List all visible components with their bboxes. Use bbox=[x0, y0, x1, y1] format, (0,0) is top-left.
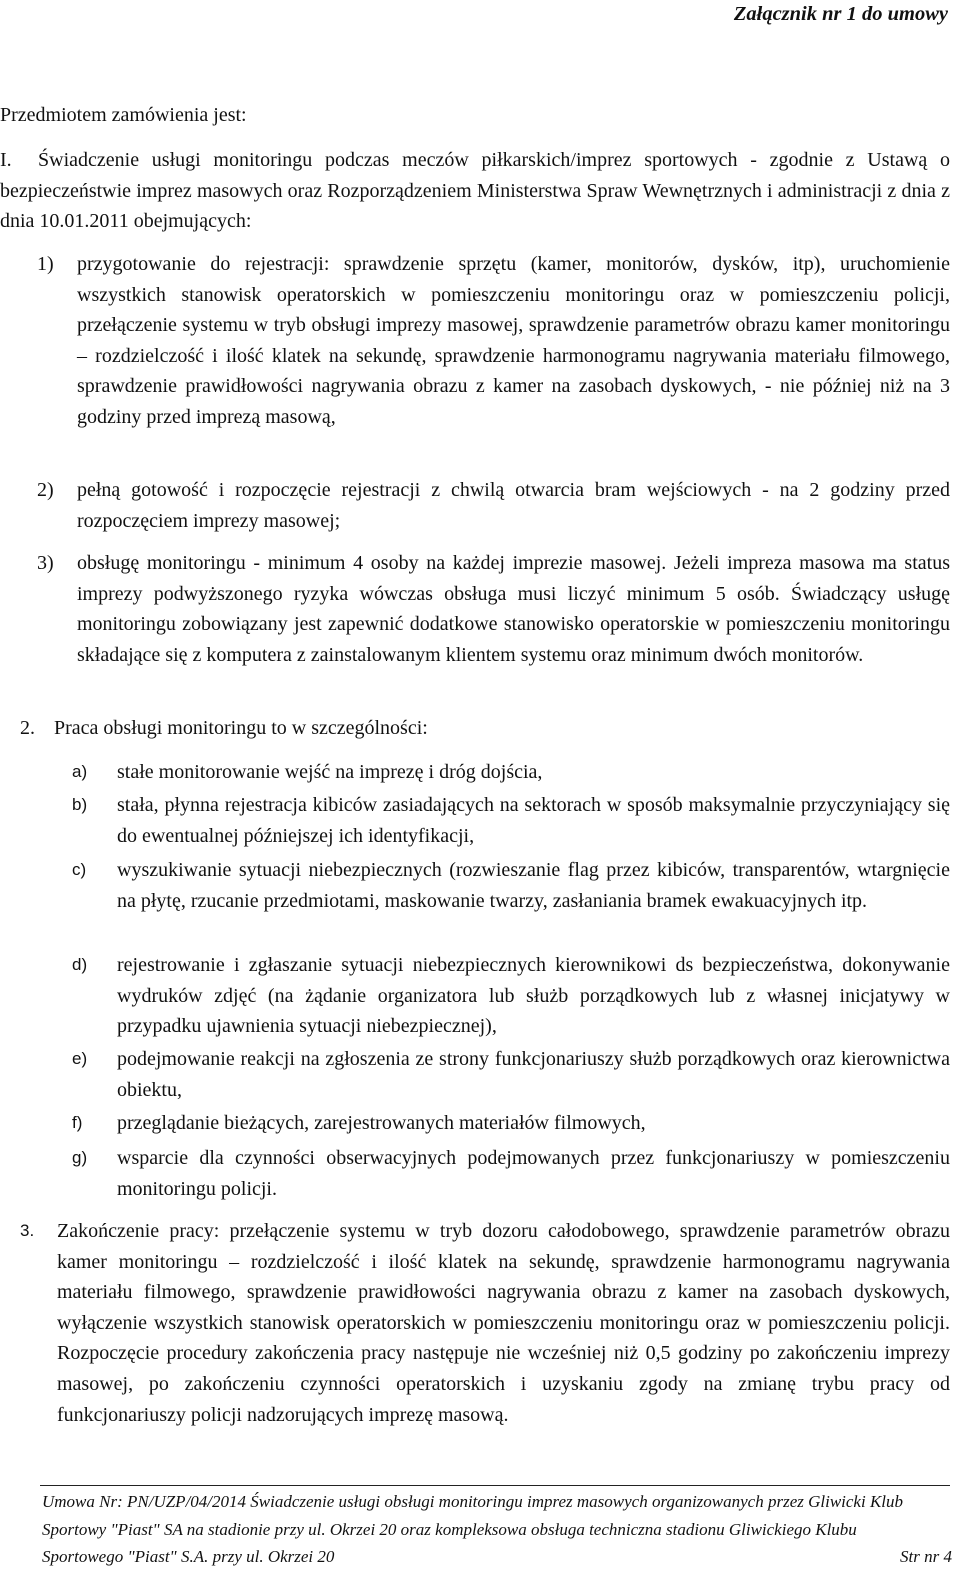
footer bbox=[42, 1488, 952, 1571]
footer-divider bbox=[40, 1485, 950, 1486]
item-a-letter: a) bbox=[72, 762, 88, 781]
item-b-text: stała, płynna rejestracja kibiców zasiadających na sektorach w sposób maksymalnie przyczyniający się do ewentualnej późniejszej ich identyfikacji, bbox=[117, 794, 950, 847]
item-g-letter: g) bbox=[72, 1148, 88, 1167]
section-1-text: Świadczenie usługi monitoringu podczas meczów piłkarskich/imprez sportowych - zgodnie z Ustawą o bezpieczeństwie imprez masowych oraz Rozporządzeniem Ministerstwa Spraw Wewnętrznych i administracji z dnia z dnia 10.01.2011 obejmujących: bbox=[0, 149, 950, 233]
item-1-number: 1) bbox=[37, 253, 54, 275]
item-e-letter: e) bbox=[72, 1049, 88, 1068]
annex-title: Załącznik nr 1 do umowy bbox=[733, 3, 948, 25]
section-2-heading: Praca obsługi monitoringu to w szczególności: bbox=[54, 717, 428, 739]
intro-line: Przedmiotem zamówienia jest: bbox=[0, 104, 247, 126]
item-2-text: pełną gotowość i rozpoczęcie rejestracji z chwilą otwarcia bram wejściowych - na 2 godziny przed rozpoczęciem imprezy masowej; bbox=[77, 479, 950, 532]
item-d-letter: d) bbox=[72, 955, 88, 974]
item-1-text: przygotowanie do rejestracji: sprawdzenie sprzętu (kamer, monitorów, dysków, itp), uruchomienie wszystkich stanowisk operatorskich w pomieszczeniu monitoringu oraz w pomieszczeniu policji, przełączenie systemu w tryb obsługi imprezy masowej, sprawdzenie parametrów obrazu kamer monitoringu – rozdzielczość i ilość klatek na sekundę, sprawdzenie harmonogramu nagrywania materiału filmowego, sprawdzenie prawidłowości nagrywania obrazu z kamer na zasobach dyskowych, - nie później niż na 3 godziny przed imprezą masową, bbox=[77, 253, 950, 428]
item-f-letter: f) bbox=[72, 1113, 83, 1132]
item-f-text: przeglądanie bieżących, zarejestrowanych materiałów filmowych, bbox=[117, 1112, 646, 1134]
item-3-number: 3) bbox=[37, 552, 54, 574]
section-1-marker: I. bbox=[0, 149, 12, 171]
footer-contract-text: Umowa Nr: PN/UZP/04/2014 Świadczenie usługi obsługi monitoringu imprez masowych organizowanych przez Gliwicki Klub Sportowy "Piast" SA na stadionie przy ul. Okrzei 20 oraz kompleksowa obsługa techniczna stadionu Gliwickiego Klubu Sportowego "Piast" S.A. przy ul. Okrzei 20 bbox=[42, 1492, 904, 1566]
page-number: Str nr 4 bbox=[900, 1547, 952, 1566]
section-3-text: Zakończenie pracy: przełączenie systemu w tryb dozoru całodobowego, sprawdzenie parametrów obrazu kamer monitoringu – rozdzielczość i ilość klatek na sekundę, sprawdzenie harmonogramu nagrywania materiału filmowego, sprawdzenie prawidłowości nagrywania obrazu z kamer na zasobach dyskowych, wyłączenie wszystkich stanowisk operatorskich w pomieszczeniu monitoringu oraz w pomieszczeniu policji. Rozpoczęcie procedury zakończenia pracy następuje nie wcześniej niż 0,5 godziny po zakończeniu imprezy masowej, po zakończeniu czynności operatorskich i uzyskaniu zgody na zmianę trybu pracy od funkcjonariuszy policji nadzorujących imprezę masową. bbox=[57, 1220, 950, 1426]
item-2-number: 2) bbox=[37, 479, 54, 501]
item-g-text: wsparcie dla czynności obserwacyjnych podejmowanych przez funkcjonariuszy w pomieszczeniu monitoringu policji. bbox=[117, 1147, 950, 1200]
item-c-letter: c) bbox=[72, 860, 87, 879]
item-e-text: podejmowanie reakcji na zgłoszenia ze strony funkcjonariuszy służb porządkowych oraz kierownictwa obiektu, bbox=[117, 1048, 950, 1101]
section-2-marker: 2. bbox=[20, 717, 35, 739]
item-3-text: obsługę monitoringu - minimum 4 osoby na każdej imprezie masowej. Jeżeli impreza masowa ma status imprezy podwyższonego ryzyka wówczas obsługa musi liczyć minimum 5 osób. Świadczący usługę monitoringu zobowiązany jest zapewnić dodatkowe stanowisko operatorskie w pomieszczeniu monitoringu składające się z komputera z zainstalowanym klientem systemu oraz minimum dwóch monitorów. bbox=[77, 552, 950, 666]
item-d-text: rejestrowanie i zgłaszanie sytuacji niebezpiecznych kierownikowi ds bezpieczeństwa, dokonywanie wydruków zdjęć (na żądanie organizatora lub służb porządkowych lub z własnej inicjatywy w przypadku ujawnienia sytuacji niebezpiecznej), bbox=[117, 954, 950, 1038]
item-c-text: wyszukiwanie sytuacji niebezpiecznych (rozwieszanie flag przez kibiców, transparentów, wtargnięcie na płytę, rzucanie przedmiotami, maskowanie twarzy, zasłaniania bramek ewakuacyjnych itp. bbox=[117, 859, 950, 912]
section-3-marker: 3. bbox=[20, 1221, 35, 1240]
item-a-text: stałe monitorowanie wejść na imprezę i dróg dojścia, bbox=[117, 761, 543, 783]
item-b-letter: b) bbox=[72, 795, 88, 814]
